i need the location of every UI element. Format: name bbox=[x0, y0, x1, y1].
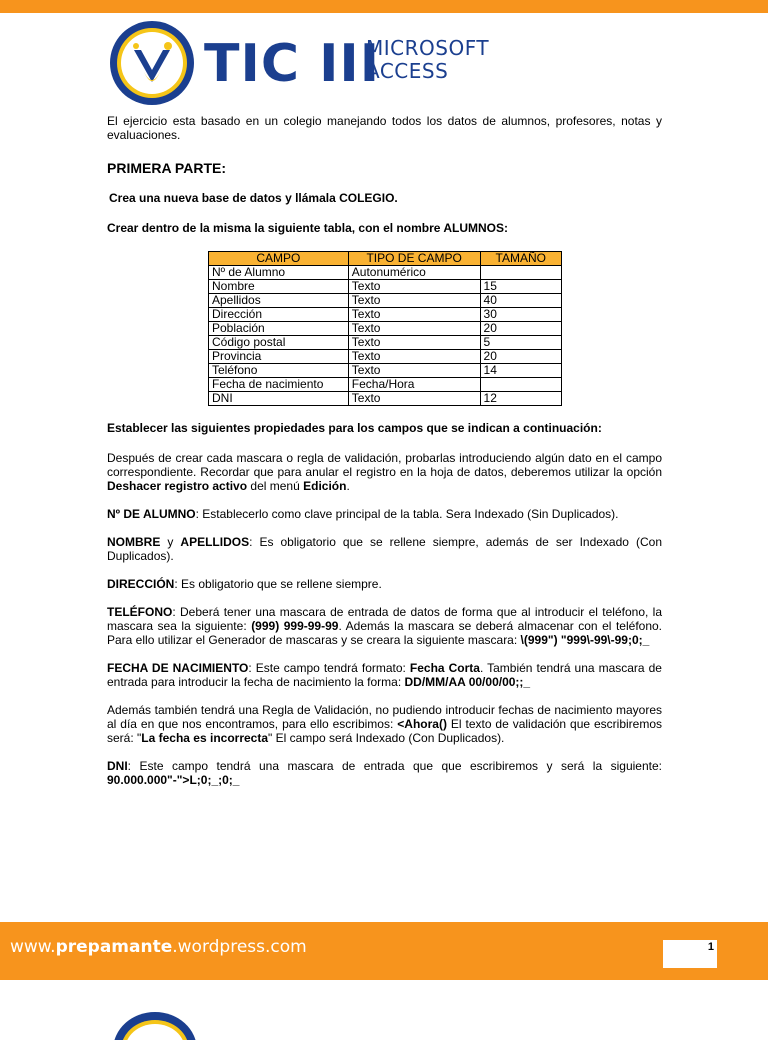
cell-tipo: Texto bbox=[348, 392, 480, 406]
document-header bbox=[108, 20, 668, 106]
section-title: PRIMERA PARTE: bbox=[107, 160, 226, 176]
cell-campo: Nº de Alumno bbox=[209, 266, 349, 280]
table-header-row bbox=[209, 252, 562, 266]
table-row bbox=[209, 336, 562, 350]
table-row bbox=[209, 364, 562, 378]
page-number-box bbox=[663, 940, 717, 968]
paragraph-telefono: TELÉFONO: Deberá tener una mascara de entrada de datos de forma que al introducir el teléfono, la mascara sea la siguiente: (999) 999-99-99. Además la mascara se deberá almacenar con el teléfono. Para ello utilizar el Generador de mascaras y se creara la siguiente mascara: \(999") "999\-99\-99;0;_ bbox=[107, 605, 663, 647]
top-accent-bar bbox=[0, 0, 768, 13]
cell-tamano: 30 bbox=[480, 308, 561, 322]
page-number: 1 bbox=[707, 941, 714, 953]
paragraph-despues: Después de crear cada mascara o regla de validación, probarlas introduciendo algún dato en el campo correspondiente. Recordar que para anular el registro en la hoja de datos, deberemos utilizar la opción Deshacer registro activo del menú Edición. bbox=[107, 451, 662, 493]
cell-tamano: 20 bbox=[480, 350, 561, 364]
cell-tamano bbox=[480, 266, 561, 280]
paragraph-num-alumno: Nº DE ALUMNO: Establecerlo como clave principal de la tabla. Sera Indexado (Sin Duplicados). bbox=[107, 507, 619, 521]
paragraph-direccion: DIRECCIÓN: Es obligatorio que se rellene siempre. bbox=[107, 577, 382, 591]
cell-campo: Provincia bbox=[209, 350, 349, 364]
cell-campo: Apellidos bbox=[209, 294, 349, 308]
cell-campo: DNI bbox=[209, 392, 349, 406]
paragraph-regla-validacion: Además también tendrá una Regla de Validación, no pudiendo introducir fechas de nacimiento mayores al día en que nos encontramos, para ello escribimos: <Ahora() El texto de validación que escribiremos será: "La fecha es incorrecta" El campo será Indexado (Con Duplicados). bbox=[107, 703, 662, 745]
cell-tamano: 15 bbox=[480, 280, 561, 294]
cell-campo: Población bbox=[209, 322, 349, 336]
step-create-database: Crea una nueva base de datos y llámala COLEGIO. bbox=[109, 191, 398, 205]
table-header-campo: CAMPO bbox=[209, 252, 349, 266]
table-row bbox=[209, 350, 562, 364]
university-seal-logo bbox=[108, 20, 196, 106]
cell-tipo: Texto bbox=[348, 294, 480, 308]
footer-website-link[interactable]: www.prepamante.wordpress.com bbox=[10, 937, 307, 957]
table-row bbox=[209, 280, 562, 294]
cell-tamano: 20 bbox=[480, 322, 561, 336]
cell-tamano: 5 bbox=[480, 336, 561, 350]
intro-paragraph: El ejercicio esta basado en un colegio manejando todos los datos de alumnos, profesores, notas y evaluaciones. bbox=[107, 114, 662, 142]
cell-tipo: Texto bbox=[348, 350, 480, 364]
paragraph-nombre-apellidos: NOMBRE y APELLIDOS: Es obligatorio que se rellene siempre, además de ser Indexado (Con Duplicados). bbox=[107, 535, 662, 563]
cell-tipo: Fecha/Hora bbox=[348, 378, 480, 392]
paragraph-dni: DNI: Este campo tendrá una mascara de entrada que que escribiremos y será la siguiente: 90.000.000"-">L;0;_;0;_ bbox=[107, 759, 662, 787]
cell-tamano: 40 bbox=[480, 294, 561, 308]
cell-tipo: Texto bbox=[348, 336, 480, 350]
brand-subtitle-line-2: ACCESS bbox=[366, 59, 449, 83]
alumnos-table bbox=[208, 251, 562, 406]
document-body bbox=[107, 114, 662, 801]
cell-campo: Teléfono bbox=[209, 364, 349, 378]
table-row bbox=[209, 266, 562, 280]
cell-tamano: 14 bbox=[480, 364, 561, 378]
cell-tipo: Texto bbox=[348, 308, 480, 322]
cell-tamano: 12 bbox=[480, 392, 561, 406]
cell-tipo: Texto bbox=[348, 322, 480, 336]
cell-campo: Fecha de nacimiento bbox=[209, 378, 349, 392]
paragraph-fecha-nacimiento: FECHA DE NACIMIENTO: Este campo tendrá formato: Fecha Corta. También tendrá una mascara de entrada para introducir la fecha de nacimiento la forma: DD/MM/AA 00/00/00;;_ bbox=[107, 661, 662, 689]
table-row bbox=[209, 322, 562, 336]
table-row bbox=[209, 308, 562, 322]
cell-tipo: Texto bbox=[348, 280, 480, 294]
table-row bbox=[209, 294, 562, 308]
step-create-table: Crear dentro de la misma la siguiente tabla, con el nombre ALUMNOS: bbox=[107, 221, 508, 235]
next-page-seal-fragment bbox=[110, 1010, 200, 1040]
cell-campo: Nombre bbox=[209, 280, 349, 294]
cell-tipo: Texto bbox=[348, 364, 480, 378]
brand-subtitle-line-1: MICROSOFT bbox=[366, 36, 490, 60]
table-header-tipo: TIPO DE CAMPO bbox=[348, 252, 480, 266]
table-row bbox=[209, 392, 562, 406]
table-row bbox=[209, 378, 562, 392]
page-footer bbox=[0, 922, 768, 980]
cell-tamano bbox=[480, 378, 561, 392]
cell-tipo: Autonumérico bbox=[348, 266, 480, 280]
brand-title: TIC III bbox=[204, 34, 381, 94]
table-header-tamano: TAMAÑO bbox=[480, 252, 561, 266]
brand-subtitle bbox=[366, 37, 489, 83]
cell-campo: Código postal bbox=[209, 336, 349, 350]
cell-campo: Dirección bbox=[209, 308, 349, 322]
properties-title: Establecer las siguientes propiedades para los campos que se indican a continuación: bbox=[107, 421, 602, 435]
